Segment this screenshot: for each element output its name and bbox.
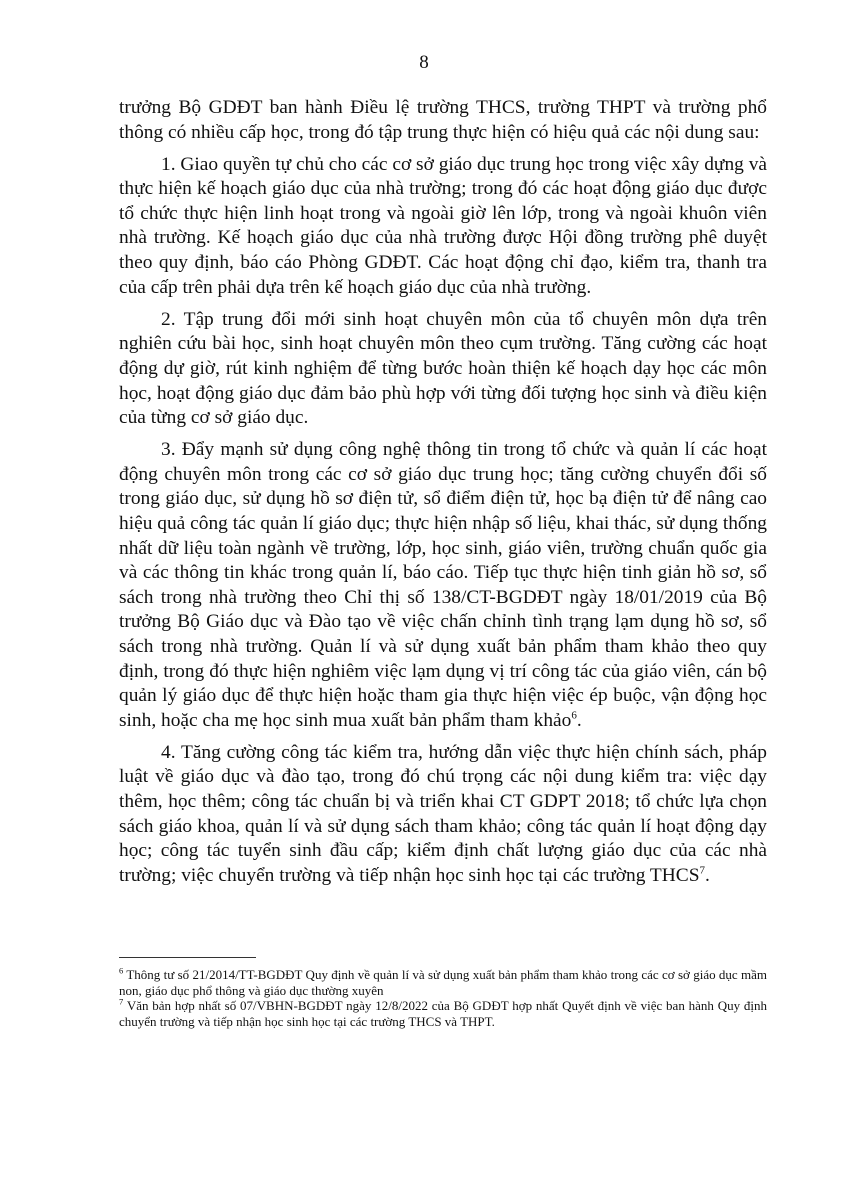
footnote-divider	[119, 957, 256, 958]
footnotes	[119, 967, 767, 1029]
footnote-7	[119, 998, 767, 1029]
paragraph-item-3-text: 3. Đẩy mạnh sử dụng công nghệ thông tin trong tổ chức và quản lí các hoạt động chuyên môn trong các cơ sở giáo dục trung học; tăng cường chuyển đổi số trong giáo dục, sử dụng hồ sơ điện tử, sổ điểm điện tử, học bạ điện tử để nâng cao hiệu quả công tác quản lí giáo dục; thực hiện nhập số liệu, khai thác, sử dụng thống nhất dữ liệu toàn ngành về trường, lớp, học sinh, giáo viên, trường chuẩn quốc gia và các thông tin khác trong quản lí, báo cáo. Tiếp tục thực hiện tinh giản hồ sơ, sổ sách trong nhà trường theo Chỉ thị số 138/CT-BGDĐT ngày 18/01/2019 của Bộ trưởng Bộ Giáo dục và Đào tạo về việc chấn chỉnh tình trạng lạm dụng hồ sơ, sổ sách trong nhà trường. Quản lí và sử dụng xuất bản phẩm tham khảo theo quy định, trong đó thực hiện nghiêm việc lạm dụng vị trí công tác của giáo viên, cán bộ quản lý giáo dục để thực hiện hoặc tham gia thực hiện việc ép buộc, vận động học sinh, hoặc cha mẹ học sinh mua xuất bản phẩm tham khảo	[119, 439, 767, 731]
footnote-ref-6: 6	[571, 709, 577, 722]
paragraph-item-1: 1. Giao quyền tự chủ cho các cơ sở giáo dục trung học trong việc xây dựng và thực hiện kế hoạch giáo dục của nhà trường; trong đó các hoạt động giáo dục được tổ chức thực hiện linh hoạt trong và ngoài giờ lên lớp, trong và ngoài khuôn viên nhà trường. Kế hoạch giáo dục của nhà trường được Hội đồng trường phê duyệt theo quy định, báo cáo Phòng GDĐT. Các hoạt động chỉ đạo, kiểm tra, thanh tra của cấp trên phải dựa trên kế hoạch giáo dục của nhà trường.	[119, 153, 767, 298]
body-text	[119, 96, 767, 896]
footnote-marker-6: 6	[119, 965, 124, 976]
footnote-marker-7: 7	[119, 996, 124, 1007]
paragraph-item-4-text: 4. Tăng cường công tác kiểm tra, hướng dẫn việc thực hiện chính sách, pháp luật về giáo dục và đào tạo, trong đó chú trọng các nội dung kiểm tra: việc dạy thêm, học thêm; công tác chuẩn bị và triển khai CT GDPT 2018; tổ chức lựa chọn sách giáo khoa, quản lí và sử dụng sách tham khảo; công tác quản lí hoạt động dạy học; công tác tuyển sinh đầu cấp; kiểm định chất lượng giáo dục của các nhà trường; việc chuyển trường và tiếp nhận học sinh học tại các trường THCS	[119, 741, 767, 886]
paragraph-intro: trưởng Bộ GDĐT ban hành Điều lệ trường THCS, trường THPT và trường phổ thông có nhiều cấp học, trong đó tập trung thực hiện có hiệu quả các nội dung sau:	[119, 97, 767, 143]
footnote-6	[119, 967, 767, 998]
page-number: 8	[419, 52, 429, 73]
paragraph-item-4-end: .	[705, 864, 710, 886]
footnote-ref-7: 7	[699, 864, 705, 877]
paragraph-item-3-end: .	[576, 709, 582, 731]
paragraph-item-4	[119, 741, 767, 889]
footnote-7-text: Văn bản hợp nhất số 07/VBHN-BGDĐT ngày 12/8/2022 của Bộ GDĐT hợp nhất Quyết định về việc ban hành Quy định chuyển trường và tiếp nhận học sinh học tại các trường THCS và THPT.	[119, 998, 767, 1029]
paragraph-item-2: 2. Tập trung đổi mới sinh hoạt chuyên môn của tổ chuyên môn dựa trên nghiên cứu bài học, sinh hoạt chuyên môn theo cụm trường. Tăng cường các hoạt động dự giờ, rút kinh nghiệm để từng bước hoàn thiện kế hoạch dạy học các môn học, hoạt động giáo dục đảm bảo phù hợp với từng đối tượng học sinh và điều kiện của từng cơ sở giáo dục.	[119, 308, 767, 429]
footnote-6-text: Thông tư số 21/2014/TT-BGDĐT Quy định về quản lí và sử dụng xuất bản phẩm tham khảo trong các cơ sở giáo dục mầm non, giáo dục phổ thông và giáo dục thường xuyên	[119, 967, 768, 998]
paragraph-item-3	[119, 438, 767, 733]
